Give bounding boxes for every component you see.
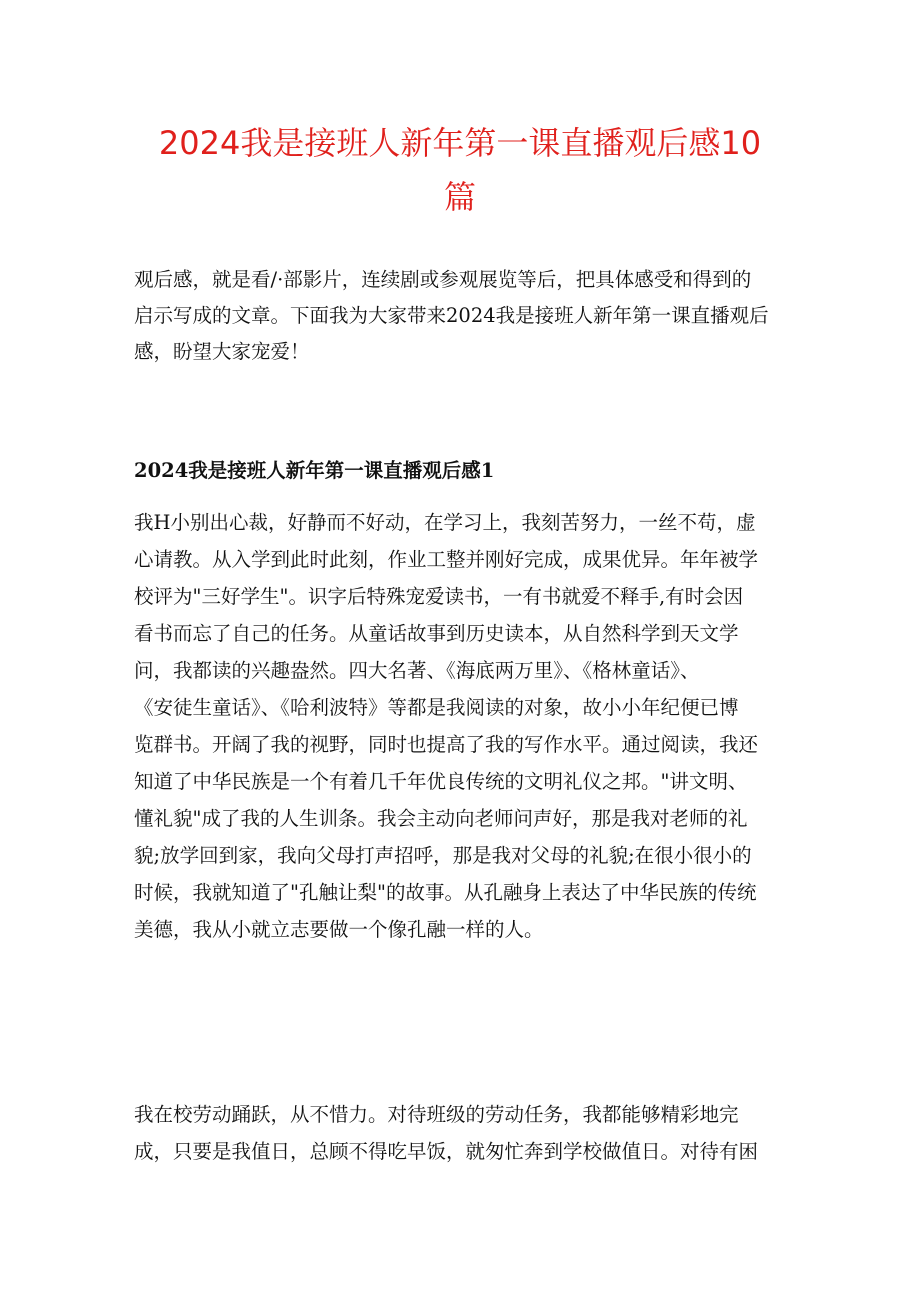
intro-paragraph (134, 262, 784, 370)
paragraph-line: 校评为"三好学生"。识字后特殊宠爱读书，一有书就爱不释手,有时会因 (134, 585, 744, 608)
paragraph-line: 成，只要是我值日，总顾不得吃早饭，就匆忙奔到学校做值日。对待有困 (134, 1140, 759, 1163)
title-line-1: 2024我是接班人新年第一课直播观后感10 (158, 124, 762, 162)
paragraph-line: 我H小别出心裁，好静而不好动，在学习上，我刻苦努力，一丝不苟，虚 (134, 511, 756, 534)
paragraph-line: 问，我都读的兴趣盎然。四大名著、《海底两万里》、《格林童话》、 (134, 659, 700, 682)
paragraph-line: 美德，我从小就立志要做一个像孔融一样的人。 (134, 918, 544, 941)
intro-line: 观后感，就是看/·部影片，连续剧或参观展览等后，把具体感受和得到的 (134, 268, 752, 291)
paragraph-1 (134, 504, 784, 948)
title-line-2: 篇 (443, 178, 476, 216)
paragraph-line: 《安徒生童话》、《哈利波特》等都是我阅读的对象，故小小年纪便已博 (134, 696, 739, 719)
paragraph-line: 知道了中华民族是一个有着几千年优良传统的文明礼仪之邦。"讲文明、 (134, 770, 748, 793)
section-heading: 2024我是接班人新年第一课直播观后感1 (134, 459, 495, 482)
paragraph-line: 我在校劳动踊跃，从不惜力。对待班级的劳动任务，我都能够精彩地完 (134, 1103, 739, 1126)
paragraph-line: 时候，我就知道了"孔触让梨"的故事。从孔融身上表达了中华民族的传统 (134, 881, 757, 904)
paragraph-2 (134, 1096, 784, 1170)
document-title (130, 116, 790, 224)
paragraph-line: 心请教。从入学到此时此刻，作业工整并刚好完成，成果优异。年年被学 (134, 548, 759, 571)
intro-line: 感，盼望大家宠爱！ (134, 340, 310, 363)
paragraph-line: 览群书。开阔了我的视野，同时也提高了我的写作水平。通过阅读，我还 (134, 733, 759, 756)
paragraph-line: 貌;放学回到家，我向父母打声招呼，那是我对父母的礼貌;在很小很小的 (134, 844, 752, 867)
intro-line: 启示写成的文章。下面我为大家带来2024我是接班人新年第一课直播观后 (134, 304, 769, 327)
paragraph-line: 看书而忘了自己的任务。从童话故事到历史读本，从自然科学到天文学 (134, 622, 739, 645)
paragraph-line: 懂礼貌"成了我的人生训条。我会主动向老师问声好，那是我对老师的礼 (134, 807, 748, 830)
